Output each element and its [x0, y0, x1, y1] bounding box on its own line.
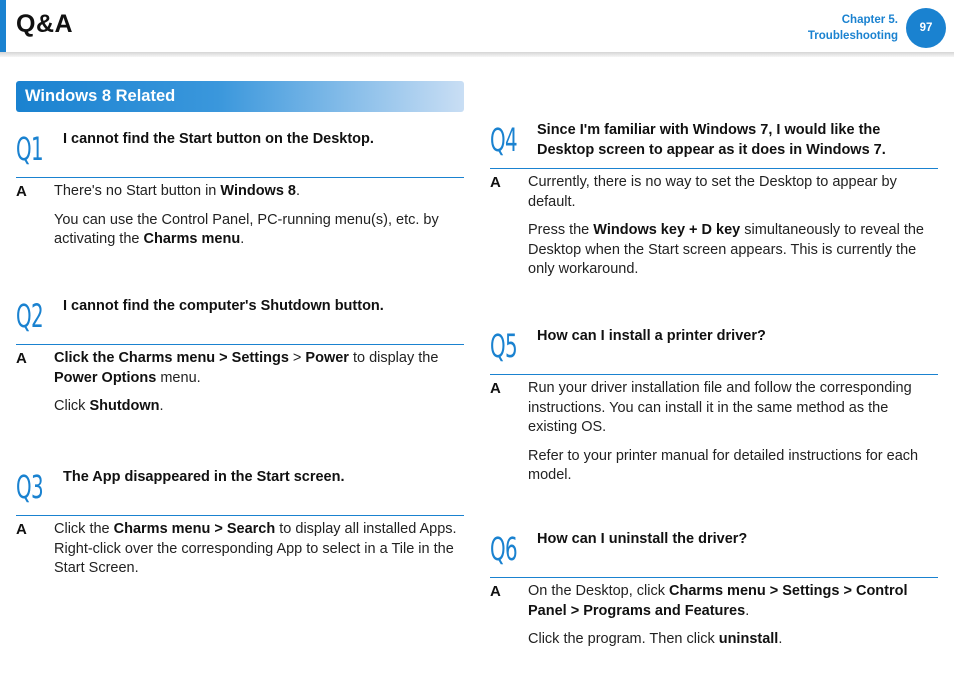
header-accent-bar [0, 0, 6, 52]
answer-bold-text: Shutdown [89, 398, 160, 415]
answer-text: Refer to your printer manual for detailed instructions for each model. [528, 447, 919, 484]
page-number-badge: 97 [906, 8, 946, 48]
question-header [16, 296, 464, 345]
answer-body [490, 582, 938, 650]
chapter-section: Troubleshooting [807, 30, 898, 42]
answer-text: There's no Start button in [54, 183, 221, 199]
qa-item-4 [490, 120, 938, 289]
answer-paragraph [528, 630, 938, 650]
question-header [16, 129, 464, 178]
answer-bold-text: Charms menu > Settings > Control Panel > Programs and Features [528, 583, 908, 619]
answer-marker: A [490, 583, 501, 600]
answer-text: Click [54, 398, 90, 415]
answer-text: On the Desktop, click [528, 583, 670, 599]
question-marker: Q5 [490, 327, 517, 365]
question-marker: Q3 [16, 468, 43, 506]
question-marker: Q4 [490, 121, 517, 159]
answer-text: . [240, 231, 245, 248]
answer-paragraph [528, 582, 938, 621]
answer-marker: A [490, 380, 501, 397]
answer-bold-text: Power [305, 350, 349, 366]
answer-bold-text: Charms menu [143, 231, 241, 248]
question-text: I cannot find the Start button on the Desktop. [63, 131, 374, 147]
question-marker: Q1 [16, 130, 43, 168]
answer-paragraph [54, 520, 464, 579]
question-text: How can I uninstall the driver? [537, 531, 748, 547]
answer-text: . [296, 183, 301, 199]
answer-text: Press the [528, 222, 594, 239]
question-text: Since I'm familiar with Windows 7, I would like the Desktop screen to appear as it does in Windows 7. [537, 122, 886, 158]
page-title: Q&A [16, 10, 74, 38]
answer-text: to display the [348, 350, 439, 366]
answer-body [16, 182, 464, 250]
answer-text: Run your driver installation file and follow the corresponding instructions. You can install it in the same method as the existing OS. [528, 380, 912, 436]
answer-paragraph [528, 173, 938, 212]
question-text: The App disappeared in the Start screen. [63, 469, 345, 485]
answer-text: > [288, 350, 306, 366]
answer-paragraph [54, 211, 464, 250]
answer-bold-text: Power Options [54, 369, 157, 386]
answer-body [490, 379, 938, 486]
answer-body [16, 349, 464, 417]
question-text: How can I install a printer driver? [537, 328, 766, 344]
question-header [490, 120, 938, 169]
answer-text: to display all installed Apps. Right-click over the corresponding App to select in a Tile in the Start Screen. [54, 521, 457, 577]
question-header [490, 529, 938, 578]
answer-marker: A [16, 350, 27, 367]
answer-paragraph [528, 447, 938, 486]
question-text: I cannot find the computer's Shutdown button. [63, 298, 384, 314]
answer-text: Currently, there is no way to set the Desktop to appear by default. [528, 174, 897, 210]
answer-text: You can use the Control Panel, PC-running menu(s), etc. by activating the [54, 211, 439, 248]
answer-bold-text: Windows 8 [220, 183, 296, 199]
answer-bold-text: uninstall [718, 631, 779, 648]
header-divider [0, 52, 954, 57]
answer-paragraph [54, 349, 464, 388]
question-marker: Q2 [16, 297, 43, 335]
qa-item-2 [16, 296, 464, 426]
answer-body [16, 520, 464, 579]
answer-paragraph [54, 182, 464, 202]
answer-text: Click the [54, 521, 114, 537]
answer-bold-text: Windows key + D key [593, 222, 741, 239]
answer-marker: A [16, 183, 27, 200]
answer-body [490, 173, 938, 280]
chapter-number: Chapter 5. [841, 14, 898, 26]
answer-text: Click the program. Then click [528, 631, 719, 648]
answer-text: simultaneously to reveal the Desktop when the Start screen appears. This is currently the only workaround. [528, 222, 924, 278]
question-header [16, 467, 464, 516]
answer-marker: A [16, 521, 27, 538]
section-banner: Windows 8 Related [16, 81, 464, 112]
answer-paragraph [528, 221, 938, 280]
answer-text: . [159, 398, 164, 415]
question-marker: Q6 [490, 530, 517, 568]
answer-text: menu. [156, 369, 201, 386]
answer-text: . [778, 631, 783, 648]
answer-bold-text: Charms menu > Search [113, 521, 276, 537]
answer-paragraph [54, 397, 464, 417]
qa-item-1 [16, 129, 464, 259]
answer-paragraph [528, 379, 938, 438]
qa-item-5 [490, 326, 938, 495]
question-header [490, 326, 938, 375]
answer-bold-text: Click the Charms menu > Settings [54, 350, 289, 366]
answer-marker: A [490, 174, 501, 191]
qa-item-6 [490, 529, 938, 659]
chapter-label [808, 12, 898, 44]
qa-item-3 [16, 467, 464, 588]
answer-text: . [745, 602, 750, 619]
